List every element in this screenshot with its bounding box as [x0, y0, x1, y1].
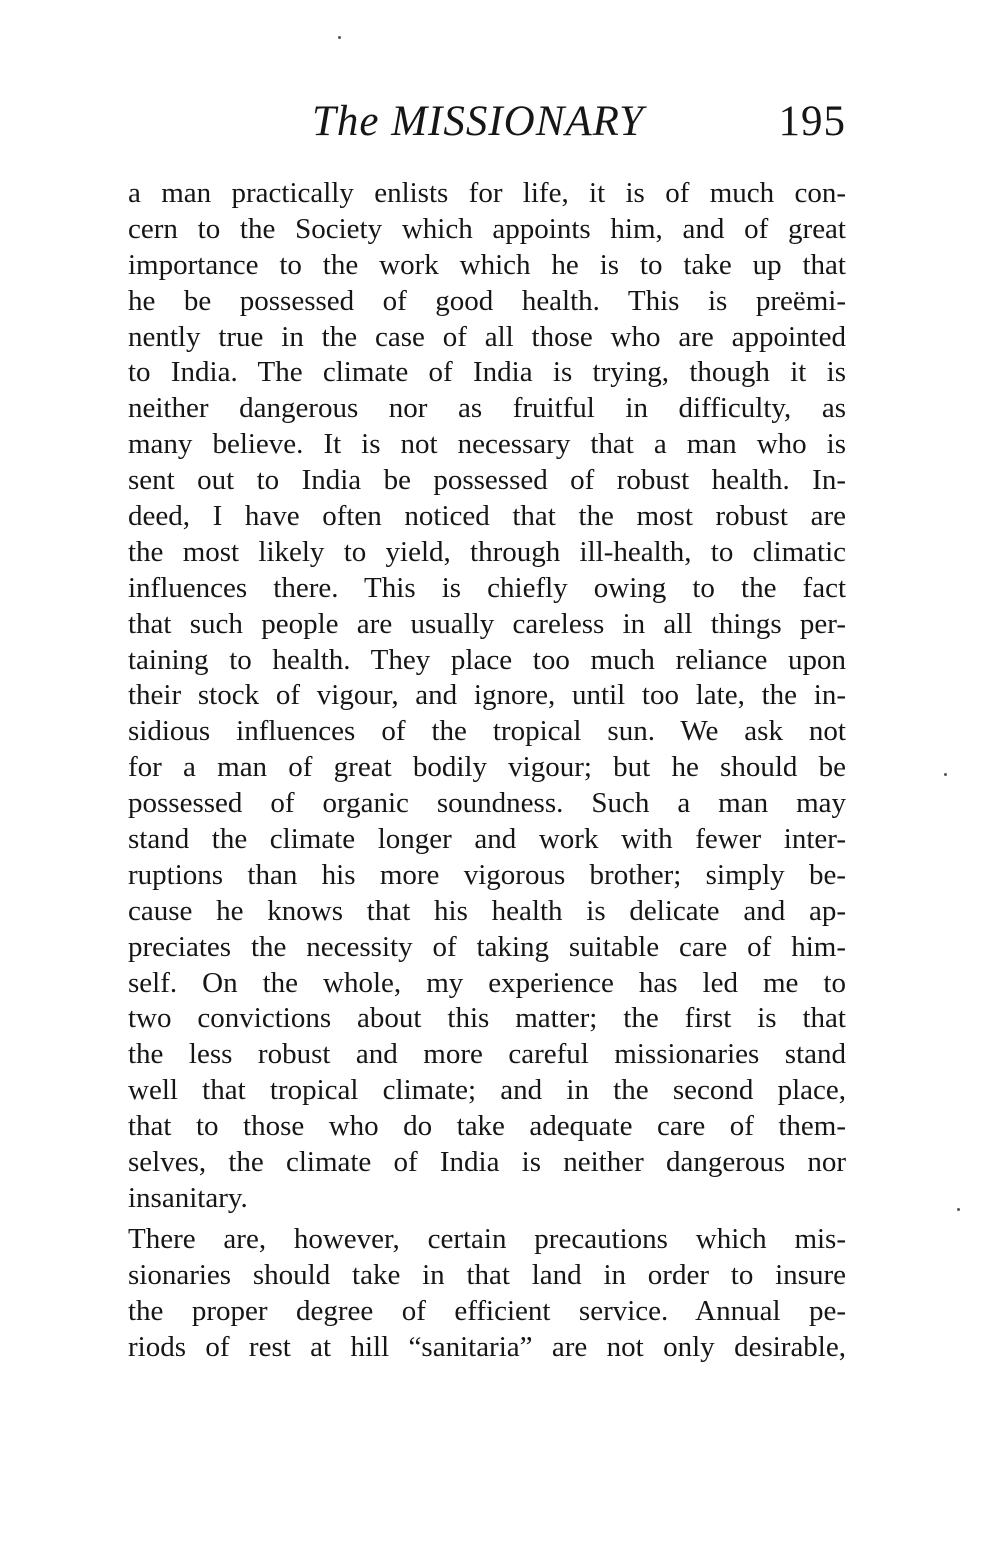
text-line: selves, the climate of India is neither dangerous nor [128, 1146, 846, 1179]
text-line: that such people are usually careless in all things per- [128, 607, 846, 640]
ink-speck [944, 773, 947, 776]
text-line: to India. The climate of India is trying, though it is [128, 356, 846, 389]
text-line: stand the climate longer and work with fewer inter- [128, 823, 846, 856]
text-line: taining to health. They place too much reliance upon [128, 643, 846, 676]
text-line: sionaries should take in that land in order to insure [128, 1258, 846, 1291]
text-line: that to those who do take adequate care of them- [128, 1110, 846, 1143]
body-text [128, 176, 846, 1365]
text-line: two convictions about this matter; the first is that [128, 1002, 846, 1035]
text-line: the less robust and more careful missionaries stand [128, 1038, 846, 1071]
page-header [128, 92, 846, 152]
paragraph-container [128, 176, 846, 1365]
text-line: deed, I have often noticed that the most robust are [128, 500, 846, 533]
text-line: a man practically enlists for life, it is of much con- [128, 177, 846, 209]
text-line: nently true in the case of all those who are appointed [128, 320, 846, 353]
text-line: possessed of organic soundness. Such a man may [128, 787, 846, 820]
text-line: many believe. It is not necessary that a man who is [128, 428, 846, 461]
text-line: There are, however, certain precautions which mis- [128, 1222, 846, 1255]
text-line: importance to the work which he is to take up that [128, 248, 846, 281]
text-line: neither dangerous nor as fruitful in difficulty, as [128, 392, 846, 425]
text-line: well that tropical climate; and in the second place, [128, 1074, 846, 1107]
text-line: ruptions than his more vigorous brother; simply be- [128, 858, 846, 891]
text-line: their stock of vigour, and ignore, until too late, the in- [128, 679, 846, 712]
paragraph [128, 1222, 846, 1366]
running-title: The MISSIONARY [311, 98, 645, 145]
text-line: cern to the Society which appoints him, and of great [128, 212, 846, 245]
ink-speck [957, 1208, 960, 1211]
paragraph [128, 176, 846, 1217]
ink-speck [338, 36, 341, 39]
text-line: for a man of great bodily vigour; but he should be [128, 751, 846, 784]
text-line: sidious influences of the tropical sun. We ask not [128, 715, 846, 748]
text-line: the proper degree of efficient service. Annual pe- [128, 1294, 846, 1327]
text-line: influences there. This is chiefly owing to the fact [128, 571, 846, 604]
text-line: cause he knows that his health is delicate and ap- [128, 894, 846, 927]
text-line: the most likely to yield, through ill-health, to climatic [128, 535, 846, 568]
text-line: insanitary. [128, 1181, 248, 1214]
text-line: self. On the whole, my experience has led me to [128, 966, 846, 999]
text-line: preciates the necessity of taking suitable care of him- [128, 930, 846, 963]
text-line: sent out to India be possessed of robust health. In- [128, 464, 846, 497]
text-line: riods of rest at hill “sanitaria” are not only desirable, [128, 1330, 846, 1363]
text-line: he be possessed of good health. This is preëmi- [128, 284, 846, 317]
page-number: 195 [778, 98, 846, 145]
